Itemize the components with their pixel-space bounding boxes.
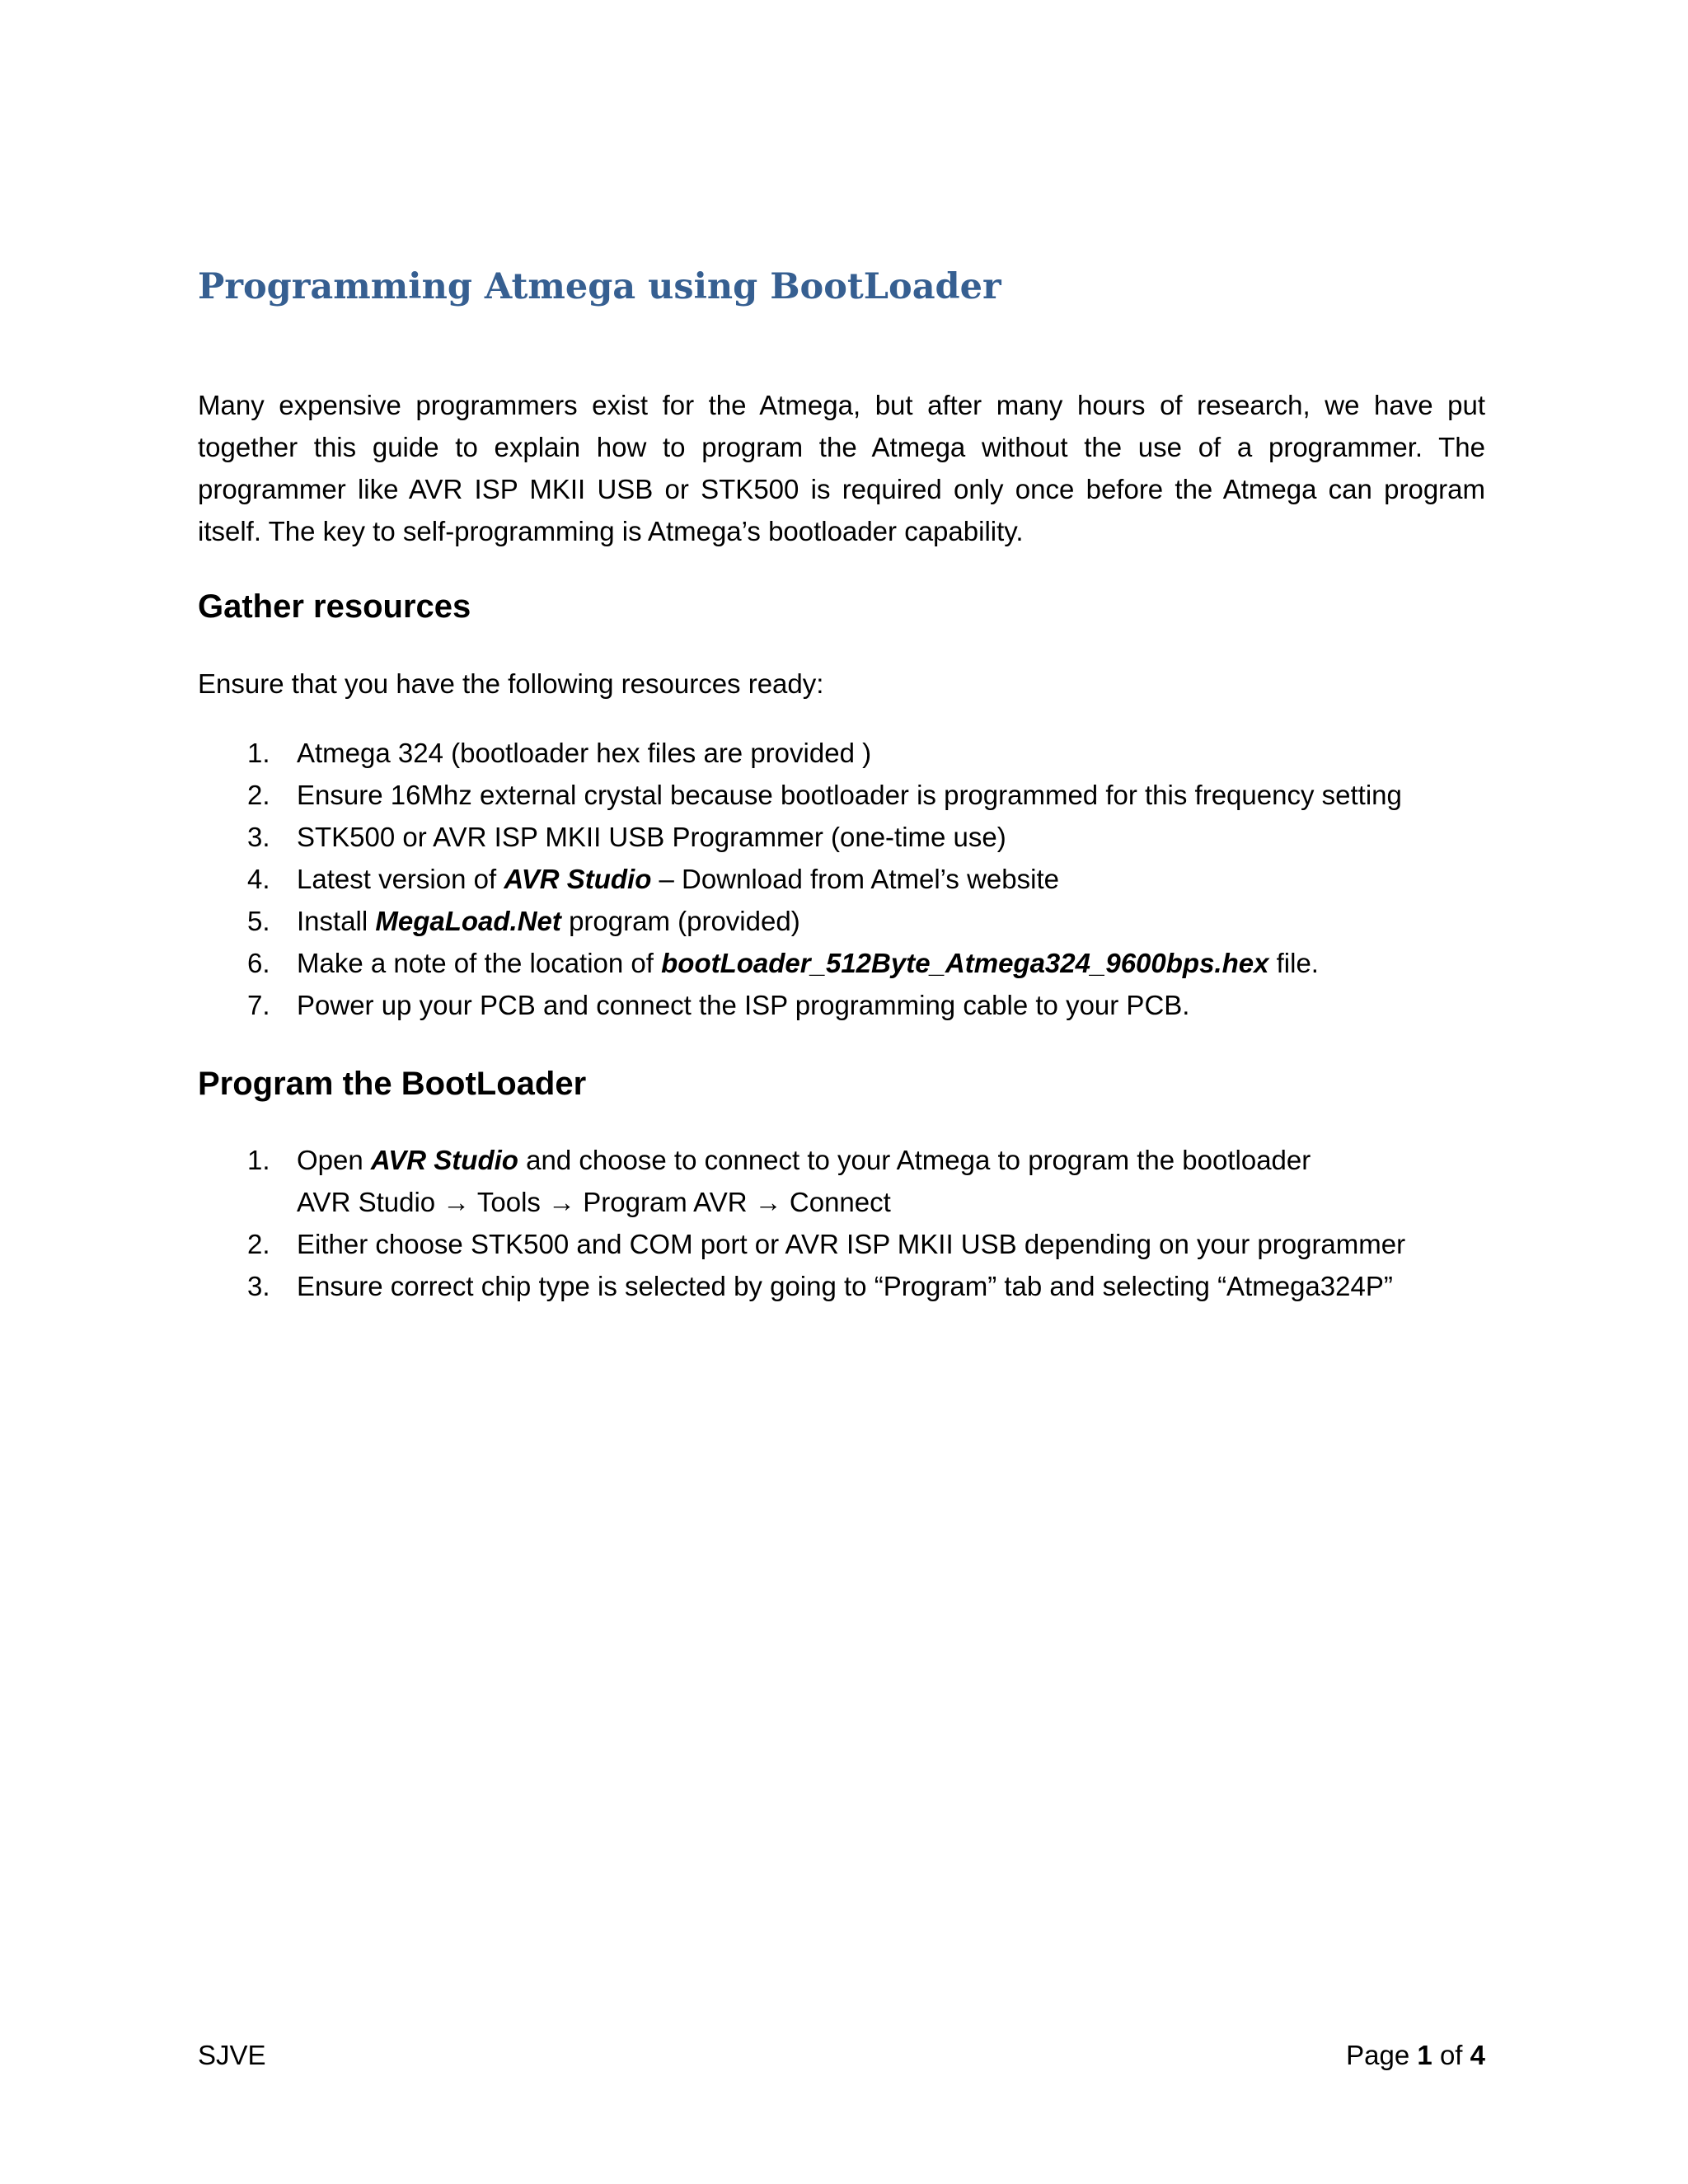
page-prefix: Page <box>1346 2040 1418 2070</box>
list-item-text: Open <box>297 1145 371 1175</box>
list-number: 1. <box>247 1145 270 1175</box>
list-item <box>198 1265 1405 1307</box>
list-item <box>198 1223 1405 1265</box>
page-total: 4 <box>1470 2040 1485 2070</box>
document-title: Programming Atmega using BootLoader <box>198 266 1001 307</box>
list-item <box>198 732 1402 774</box>
list-item-text: Install <box>297 906 376 936</box>
list-number: 3. <box>247 1271 270 1301</box>
program-steps-list <box>198 1139 1405 1307</box>
list-item <box>198 816 1402 858</box>
emphasis-text: AVR Studio <box>504 864 652 894</box>
emphasis-text: bootLoader_512Byte_Atmega324_9600bps.hex <box>661 948 1269 978</box>
list-item-text: and choose to connect to your Atmega to program the bootloader <box>518 1145 1311 1175</box>
menu-path-text: AVR Studio → Tools → Program AVR → Connect <box>297 1187 891 1217</box>
list-item-text: Latest version of <box>297 864 504 894</box>
list-item <box>198 858 1402 900</box>
list-item-text: Power up your PCB and connect the ISP programming cable to your PCB. <box>297 990 1190 1020</box>
intro-paragraph: Many expensive programmers exist for the Atmega, but after many hours of research, we have put together this guide to explain how to program the Atmega without the use of a programmer. The programmer like AVR ISP MKII USB or STK500 is required only once before the Atmega can program itself. The key to self-programming is Atmega’s bootloader capability. <box>198 390 1485 546</box>
page-mid: of <box>1432 2040 1470 2070</box>
list-item <box>198 942 1402 984</box>
resources-list <box>198 732 1402 1026</box>
gather-resources-lead: Ensure that you have the following resources ready: <box>198 668 824 699</box>
list-item <box>198 984 1402 1026</box>
section-heading-program-bootloader: Program the BootLoader <box>198 1066 587 1102</box>
list-item <box>198 774 1402 816</box>
list-number: 2. <box>247 1229 270 1259</box>
list-item-text: program (provided) <box>560 906 800 936</box>
list-item-text: file. <box>1268 948 1319 978</box>
list-number: 6. <box>247 948 270 978</box>
list-number: 3. <box>247 822 270 852</box>
list-item <box>198 1139 1405 1223</box>
list-item-text: Ensure 16Mhz external crystal because bootloader is programmed for this frequency setting <box>297 780 1402 810</box>
list-number: 2. <box>247 780 270 810</box>
list-number: 4. <box>247 864 270 894</box>
page-current: 1 <box>1417 2040 1432 2070</box>
footer-page-number <box>1346 2034 1485 2076</box>
footer-author: SJVE <box>198 2040 266 2070</box>
list-item <box>198 900 1402 942</box>
emphasis-text: AVR Studio <box>370 1145 518 1175</box>
section-heading-gather-resources: Gather resources <box>198 588 471 625</box>
list-item-text: Atmega 324 (bootloader hex files are provided ) <box>297 738 872 768</box>
list-number: 7. <box>247 990 270 1020</box>
list-item-text: – Download from Atmel’s website <box>651 864 1059 894</box>
list-number: 5. <box>247 906 270 936</box>
emphasis-text: MegaLoad.Net <box>375 906 561 936</box>
list-item-text: Either choose STK500 and COM port or AVR ISP MKII USB depending on your programmer <box>297 1229 1406 1259</box>
list-item-text: Ensure correct chip type is selected by going to “Program” tab and selecting “Atmega324P” <box>297 1271 1393 1301</box>
list-number: 1. <box>247 738 270 768</box>
list-item-text: Make a note of the location of <box>297 948 662 978</box>
list-item-text: STK500 or AVR ISP MKII USB Programmer (one-time use) <box>297 822 1006 852</box>
